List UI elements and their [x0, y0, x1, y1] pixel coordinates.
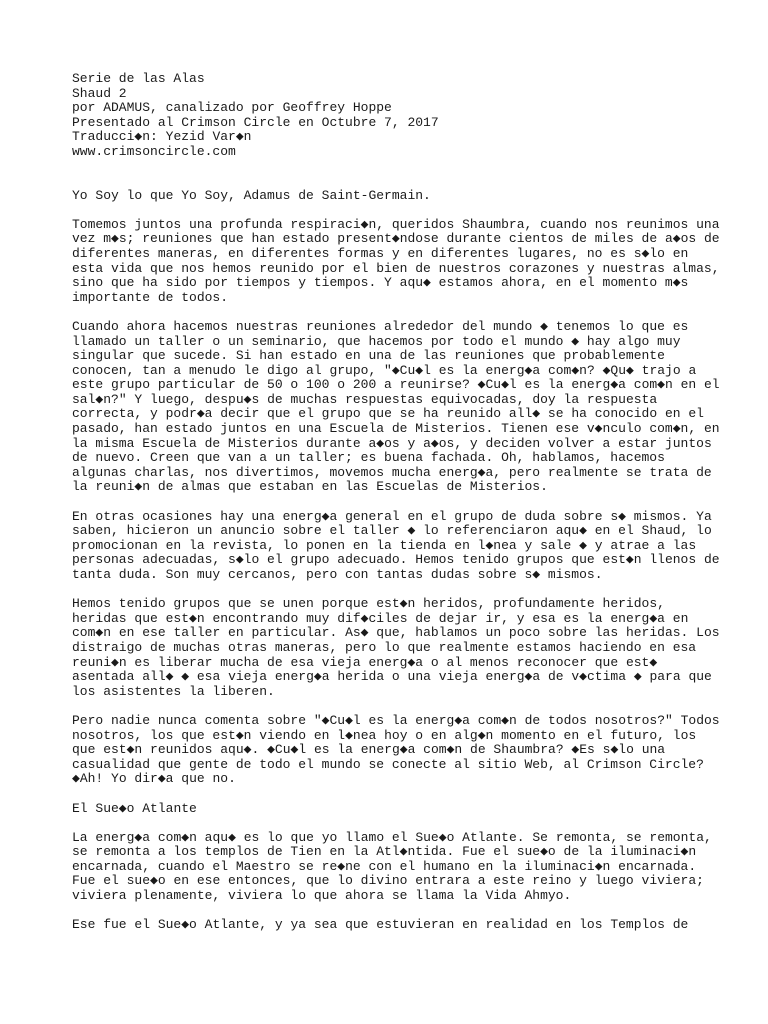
website-url: www.crimsoncircle.com: [72, 143, 236, 159]
document-page: [72, 71, 720, 947]
paragraph-7: Ese fue el Sue◆o Atlante, y ya sea que estuvieran en realidad en los Templos de: [72, 917, 689, 933]
series-title: Serie de las Alas: [72, 71, 205, 86]
document-header: [72, 72, 712, 160]
paragraph-3: En otras ocasiones hay una energ◆a general en el grupo de duda sobre s◆ mismos. Ya saben, hicieron un anuncio sobre el taller ◆ lo referenciaron aqu◆ en el Shaud, lo promocionan en la revista, lo ponen en la tienda en l◆nea y sale ◆ y atrae a las personas adecuadas, s◆lo el grupo adecuado. Hemos tenido grupos que est◆n llenos de tanta duda. Son muy cercanos, pero con tantas dudas sobre s◆ mismos.: [72, 508, 720, 582]
presented-date: Presentado al Crimson Circle en Octubre 7, 2017: [72, 114, 439, 130]
intro-paragraph: Yo Soy lo que Yo Soy, Adamus de Saint-Germain.: [72, 187, 431, 203]
section-heading: El Sue◆o Atlante: [72, 800, 197, 816]
paragraph-5: Pero nadie nunca comenta sobre "◆Cu◆l es la energ◆a com◆n de todos nosotros?" Todos nosotros, los que est◆n viendo en l◆nea hoy o en alg◆n momento en el futuro, los que est◆n reunidos aqu◆. ◆Cu◆l es la energ◆a com◆n de Shaumbra? ◆Es s◆lo una casualidad que gente de todo el mundo se conecte al sitio Web, al Crimson Circle? ◆Ah! Yo dir◆a que no.: [72, 712, 720, 787]
paragraph-6: La energ◆a com◆n aqu◆ es lo que yo llamo el Sue◆o Atlante. Se remonta, se remonta, se remonta a los templos de Tien en la Atl◆ntida. Fue el sue◆o de la iluminaci◆n encarnada, cuando el Maestro se re◆ne con el humano en la iluminaci◆n encarnada. Fue el sue◆o en ese entonces, que lo divino entrara a este reino y luego viviera; viviera plenamente, viviera lo que ahora se llama la Vida Ahmyo.: [72, 829, 712, 904]
paragraph-1: Tomemos juntos una profunda respiraci◆n, queridos Shaumbra, cuando nos reunimos una vez m◆s; reuniones que han estado present◆ndose durante cientos de miles de a◆os de diferentes maneras, en diferentes formas y en diferentes lugares, no es s◆lo en esta vida que nos hemos reunido por el bien de nuestros corazones y nuestras almas, sino que ha sido por tiempos y tiempos. Y aqu◆ estamos ahora, en el momento m◆s importante de todos.: [72, 216, 720, 305]
paragraph-4: Hemos tenido grupos que se unen porque est◆n heridos, profundamente heridos, heridas que est◆n encontrando muy dif◆ciles de dejar ir, y esa es la energ◆a en com◆n en ese taller en particular. As◆ que, hablamos un poco sobre las heridas. Los distraigo de muchas otras maneras, pero lo que realmente estamos haciendo en esa reuni◆n es liberar mucha de esa vieja energ◆a o al menos reconocer que est◆ asentada all◆ ◆ esa vieja energ◆a herida o una vieja energ◆a de v◆ctima ◆ para que los asistentes la liberen.: [72, 596, 720, 699]
author-line: por ADAMUS, canalizado por Geoffrey Hoppe: [72, 100, 392, 116]
translator-line: Traducci◆n: Yezid Var◆n: [72, 129, 252, 145]
shaud-number: Shaud 2: [72, 85, 127, 101]
paragraph-2: Cuando ahora hacemos nuestras reuniones alrededor del mundo ◆ tenemos lo que es llamado un taller o un seminario, que hacemos por todo el mundo ◆ hay algo muy singular que sucede. Si han estado en una de las reuniones que probablemente conocen, tan a menudo le digo al grupo, "◆Cu◆l es la energ◆a com◆n? ◆Qu◆ trajo a este grupo particular de 50 o 100 o 200 a reunirse? ◆Cu◆l es la energ◆a com◆n en el sal◆n?" Y luego, despu◆s de muchas respuestas equivocadas, doy la respuesta correcta, y podr◆a decir que el grupo que se ha reunido all◆ se ha conocido en el pasado, han estado juntos en una Escuela de Misterios. Tienen ese v◆nculo com◆n, en la misma Escuela de Misterios durante a◆os y a◆os, y deciden volver a estar juntos de nuevo. Creen que van a un taller; es buena fachada. Oh, hablamos, hacemos algunas charlas, nos divertimos, movemos mucha energ◆a, pero realmente se trata de la reuni◆n de almas que estaban en las Escuelas de Misterios.: [72, 318, 720, 495]
